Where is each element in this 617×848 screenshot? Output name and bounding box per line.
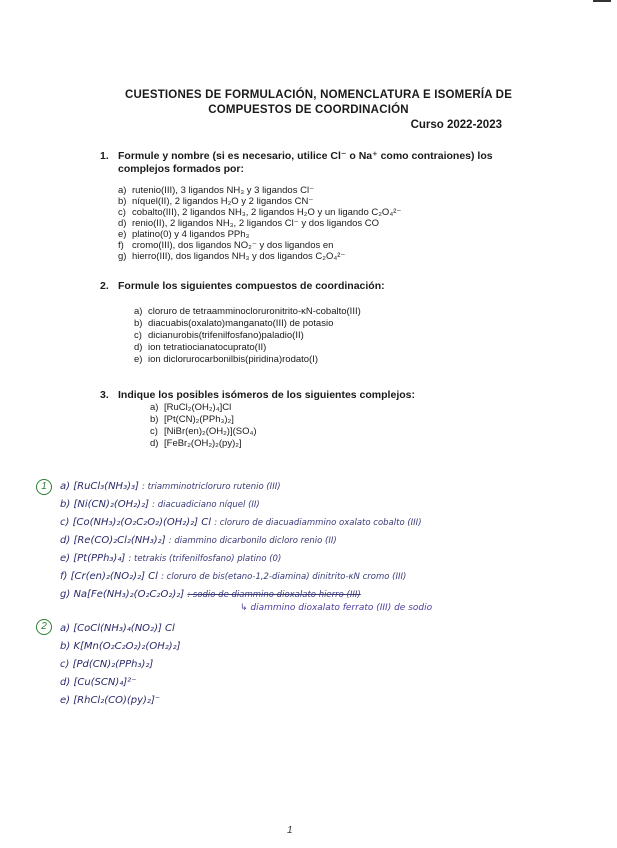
- answer-1-circle: 1: [36, 479, 52, 495]
- q3-item: b) [Pt(CN)₂(PPh₃)₂]: [150, 414, 234, 425]
- handwritten-answer: d) [Re(CO)₂Cl₂(NH₃)₂] : diammino dicarbonilo dicloro renio (II): [60, 535, 337, 546]
- q1-item: a) rutenio(III), 3 ligandos NH₃ y 3 ligandos Cl⁻: [118, 185, 315, 196]
- title-line-2: COMPUESTOS DE COORDINACIÓN: [208, 104, 409, 116]
- q1-number: 1.: [100, 150, 109, 162]
- q2-item: e) ion diclorurocarbonilbis(piridina)rodato(I): [134, 354, 319, 365]
- handwritten-answer: a) [RuCl₃(NH₃)₃] : triamminotricloruro rutenio (III): [60, 481, 281, 492]
- handwritten-answer: e) [RhCl₂(CO)(py)₂]⁻: [60, 695, 161, 706]
- handwritten-answer: f) [Cr(en)₂(NO₂)₂] Cl : cloruro de bis(etano-1,2-diamina) dinitrito-κN cromo (III): [60, 571, 407, 582]
- title-line-1: CUESTIONES DE FORMULACIÓN, NOMENCLATURA E ISOMERÍA DE: [124, 89, 513, 101]
- q1-item: e) platino(0) y 4 ligandos PPh₃: [118, 229, 250, 240]
- handwritten-answer: a) [CoCl(NH₃)₄(NO₂)] Cl: [60, 623, 175, 634]
- handwritten-answer: e) [Pt(PPh₃)₄] : tetrakis (trifenilfosfano) platino (0): [60, 553, 282, 564]
- q3-item: a) [RuCl₂(OH₂)₄]Cl: [150, 402, 232, 413]
- q3-item: c) [NiBr(en)₂(OH₂)](SO₄): [150, 426, 257, 437]
- q1-text-line2: complejos formados por:: [118, 163, 245, 175]
- scan-mark: [593, 0, 611, 2]
- handwritten-correction: ↳ diammino dioxalato ferrato (III) de sodio: [240, 603, 433, 613]
- handwritten-answer: g) Na[Fe(NH₃)₂(O₂C₂O₂)₂] : sodio de diammino dioxalato hierro (III): [60, 589, 361, 600]
- q2-item: d) ion tetratiocianatocuprato(II): [134, 342, 267, 353]
- q2-number: 2.: [100, 280, 109, 292]
- q3-number: 3.: [100, 389, 109, 401]
- q1-item: g) hierro(III), dos ligandos NH₃ y dos ligandos C₂O₄²⁻: [118, 251, 346, 262]
- q2-item: b) diacuabis(oxalato)manganato(III) de potasio: [134, 318, 334, 329]
- q2-item: a) cloruro de tetraamminocloruronitrito-κN-cobalto(III): [134, 306, 361, 317]
- course-label: Curso 2022-2023: [410, 119, 502, 131]
- q1-item: f) cromo(III), dos ligandos NO₂⁻ y dos ligandos en: [118, 240, 334, 251]
- answer-2-circle: 2: [36, 619, 52, 635]
- q2-text: Formule los siguientes compuestos de coordinación:: [118, 280, 385, 292]
- handwritten-answer: b) [Ni(CN)₂(OH₂)₂] : diacuadiciano níquel (II): [60, 499, 260, 510]
- q3-item: d) [FeBr₂(OH₂)₂(py)₂]: [150, 438, 242, 449]
- handwritten-answer: d) [Cu(SCN)₄]²⁻: [60, 677, 137, 688]
- q1-item: b) níquel(II), 2 ligandos H₂O y 2 ligandos CN⁻: [118, 196, 314, 207]
- q1-item: c) cobalto(III), 2 ligandos NH₃, 2 ligandos H₂O y un ligando C₂O₄²⁻: [118, 207, 402, 218]
- handwritten-answer: b) K[Mn(O₂C₂O₂)₂(OH₂)₂]: [60, 641, 181, 652]
- q1-text-line1: Formule y nombre (si es necesario, utilice Cl⁻ o Na⁺ como contraiones) los: [118, 150, 493, 162]
- q2-item: c) dicianurobis(trifenilfosfano)paladio(II): [134, 330, 304, 341]
- page-number: 1: [287, 825, 293, 836]
- handwritten-answer: c) [Pd(CN)₂(PPh₃)₂]: [60, 659, 154, 670]
- q3-text: Indique los posibles isómeros de los siguientes complejos:: [118, 389, 415, 401]
- handwritten-answer: c) [Co(NH₃)₂(O₂C₂O₂)(OH₂)₂] Cl : cloruro de diacuadiammino oxalato cobalto (III): [60, 517, 422, 528]
- q1-item: d) renio(II), 2 ligandos NH₃, 2 ligandos Cl⁻ y dos ligandos CO: [118, 218, 380, 229]
